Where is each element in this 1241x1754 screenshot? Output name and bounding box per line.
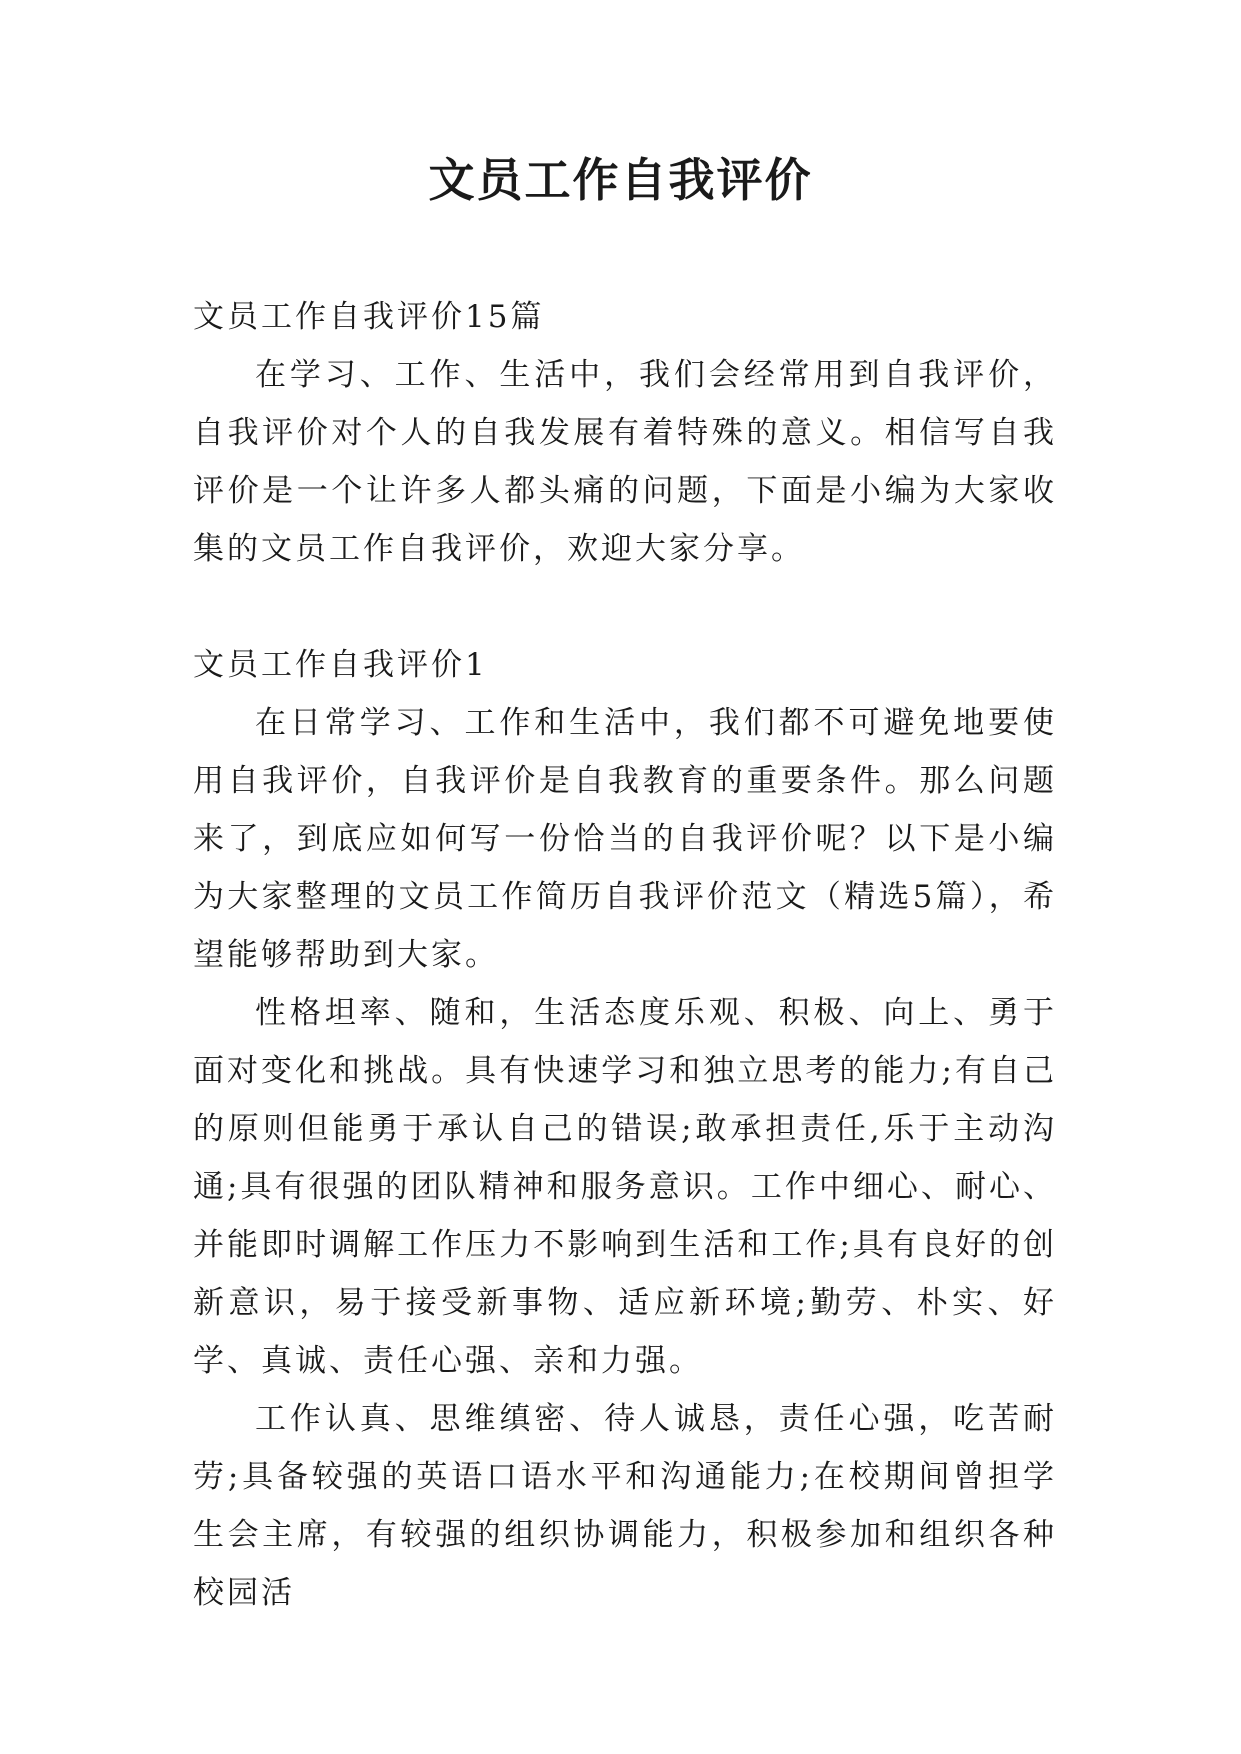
- body-paragraph-3: 工作认真、思维缜密、待人诚恳，责任心强，吃苦耐劳;具备较强的英语口语水平和沟通能力;在校期间曾担学生会主席，有较强的组织协调能力，积极参加和组织各种校园活: [193, 1401, 1057, 1611]
- body-paragraph-2: 性格坦率、随和，生活态度乐观、积极、向上、勇于面对变化和挑战。具有快速学习和独立思考的能力;有自己的原则但能勇于承认自己的错误;敢承担责任,乐于主动沟通;具有很强的团队精神和服务意识。工作中细心、耐心、并能即时调解工作压力不影响到生活和工作;具有良好的创新意识，易于接受新事物、适应新环境;勤劳、朴实、好学、真诚、责任心强、亲和力强。: [193, 995, 1057, 1379]
- document-body: [193, 288, 1057, 1622]
- document-title: 文员工作自我评价: [428, 153, 813, 207]
- document-subtitle: 文员工作自我评价15篇: [193, 299, 545, 335]
- paragraph-gap: [193, 578, 1057, 636]
- body-paragraph-1: 在日常学习、工作和生活中，我们都不可避免地要使用自我评价，自我评价是自我教育的重要条件。那么问题来了，到底应如何写一份恰当的自我评价呢？以下是小编为大家整理的文员工作简历自我评价范文（精选5篇），希望能够帮助到大家。: [193, 705, 1057, 973]
- intro-paragraph: 在学习、工作、生活中，我们会经常用到自我评价，自我评价对个人的自我发展有着特殊的意义。相信写自我评价是一个让许多人都头痛的问题，下面是小编为大家收集的文员工作自我评价，欢迎大家分享。: [193, 357, 1057, 567]
- section-heading: 文员工作自我评价1: [193, 647, 488, 683]
